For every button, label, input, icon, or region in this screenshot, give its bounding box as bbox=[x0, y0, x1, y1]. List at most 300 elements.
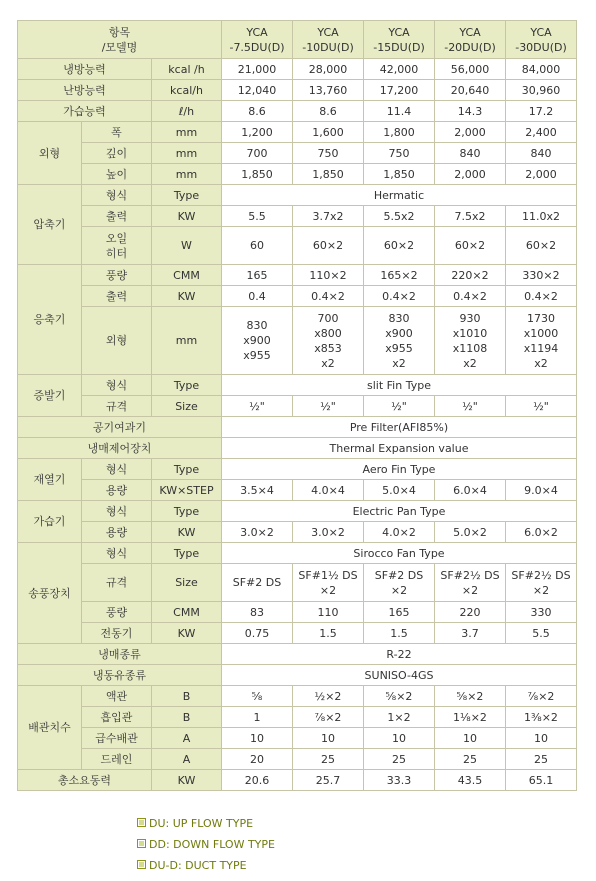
blower-motor-unit-text: KW bbox=[177, 626, 196, 640]
height-value bbox=[222, 164, 293, 185]
liquid-pipe-value bbox=[364, 686, 435, 707]
evaporator-spec-label bbox=[82, 396, 152, 417]
blower-type-unit-text: Type bbox=[173, 546, 200, 560]
water-supply-value-text: 10 bbox=[463, 731, 477, 745]
suction-pipe-value bbox=[364, 707, 435, 728]
condenser-exterior-value-text: x900 bbox=[385, 326, 413, 340]
air-filter-value-text: Pre Filter(AFI85%) bbox=[349, 420, 449, 434]
condenser-exterior-value-text: x955 bbox=[243, 349, 271, 362]
humidifier-type-value-text: Electric Pan Type bbox=[352, 504, 446, 518]
legend-item bbox=[137, 859, 247, 872]
condenser-exterior-value-text: 930 bbox=[459, 311, 481, 325]
cooling-capacity-value-text: 42,000 bbox=[379, 62, 419, 76]
condenser-airflow-value bbox=[364, 265, 435, 286]
condenser-exterior-value-text: x800 bbox=[314, 326, 342, 340]
liquid-pipe-unit bbox=[152, 686, 222, 707]
heating-capacity-value-text: 17,200 bbox=[379, 83, 419, 97]
blower-spec-value-text: SF#2 DS bbox=[374, 568, 424, 582]
blower-airflow-value bbox=[364, 602, 435, 623]
depth-value-text: 700 bbox=[246, 146, 268, 160]
compressor-output-value bbox=[222, 206, 293, 227]
drain-label bbox=[82, 749, 152, 770]
heating-capacity-value-text: 12,040 bbox=[237, 83, 277, 97]
total-power-unit bbox=[152, 770, 222, 791]
compressor-output-value-text: 3.7x2 bbox=[312, 209, 344, 223]
condenser-group bbox=[18, 265, 82, 375]
legend-text: DU-D: DUCT TYPE bbox=[149, 859, 247, 872]
evaporator-spec-value-text: ½" bbox=[462, 399, 478, 413]
condenser-exterior-value-text: 830 bbox=[246, 319, 268, 332]
reheater-capacity-value-text: 4.0×4 bbox=[311, 483, 345, 497]
header-model-text: -15DU(D) bbox=[373, 40, 425, 54]
evaporator-spec-unit-text: Size bbox=[175, 399, 198, 413]
condenser-airflow-value-text: 165×2 bbox=[380, 268, 418, 282]
evaporator-type-value-text: slit Fin Type bbox=[367, 378, 431, 392]
oil-heater-value bbox=[506, 227, 577, 265]
reheater-capacity-value bbox=[435, 480, 506, 501]
oil-heater-value bbox=[435, 227, 506, 265]
table-row bbox=[18, 417, 577, 438]
water-supply-unit-text: A bbox=[182, 731, 191, 745]
total-power-value-text: 65.1 bbox=[528, 773, 554, 787]
header-model-text: YCA bbox=[246, 25, 268, 39]
depth-value bbox=[222, 143, 293, 164]
air-filter-value bbox=[222, 417, 577, 438]
drain-value-text: 25 bbox=[321, 752, 335, 766]
drain-value bbox=[506, 749, 577, 770]
humidifying-capacity-value-text: 11.4 bbox=[386, 104, 412, 118]
blower-type-value bbox=[222, 543, 577, 564]
water-supply-value-text: 10 bbox=[534, 731, 548, 745]
drain-value-text: 25 bbox=[463, 752, 477, 766]
blower-motor-label bbox=[82, 623, 152, 644]
compressor-output-value bbox=[293, 206, 364, 227]
blower-motor-value bbox=[506, 623, 577, 644]
spec-table bbox=[17, 20, 577, 791]
humidifying-capacity-value bbox=[293, 101, 364, 122]
header-item-model-text: 항목 bbox=[108, 25, 131, 39]
width-unit-text: mm bbox=[175, 125, 198, 139]
liquid-pipe-value-text: ⅝ bbox=[251, 689, 263, 703]
depth-value bbox=[293, 143, 364, 164]
height-value bbox=[293, 164, 364, 185]
evaporator-spec-value bbox=[293, 396, 364, 417]
table-row bbox=[18, 665, 577, 686]
reheater-capacity-value-text: 3.5×4 bbox=[240, 483, 274, 497]
condenser-group-text: 응축기 bbox=[33, 313, 66, 326]
cooling-capacity-unit bbox=[152, 59, 222, 80]
drain-value-text: 25 bbox=[392, 752, 406, 766]
table-row bbox=[18, 286, 577, 307]
reheater-capacity-value bbox=[506, 480, 577, 501]
drain-value bbox=[293, 749, 364, 770]
condenser-exterior-value bbox=[222, 307, 293, 375]
blower-group bbox=[18, 543, 82, 644]
oil-heater-unit-text: W bbox=[181, 239, 192, 252]
compressor-output-value-text: 7.5x2 bbox=[454, 209, 486, 223]
liquid-pipe-unit-text: B bbox=[182, 689, 191, 703]
condenser-airflow-value bbox=[435, 265, 506, 286]
blower-spec-value-text: SF#1½ DS bbox=[298, 568, 358, 582]
cooling-capacity-label-text: 냉방능력 bbox=[63, 62, 106, 76]
compressor-output-label-text: 출력 bbox=[105, 209, 128, 223]
header-model-text: YCA bbox=[530, 25, 552, 39]
cooling-capacity-value-text: 21,000 bbox=[237, 62, 277, 76]
cooling-capacity-value-text: 28,000 bbox=[308, 62, 348, 76]
humidifying-capacity-value-text: 14.3 bbox=[457, 104, 483, 118]
total-power-value-text: 20.6 bbox=[244, 773, 270, 787]
humidifier-group-text: 가습기 bbox=[33, 515, 66, 528]
blower-airflow-value-text: 83 bbox=[250, 605, 264, 619]
depth-value-text: 750 bbox=[388, 146, 410, 160]
evaporator-spec-value bbox=[364, 396, 435, 417]
suction-pipe-value bbox=[222, 707, 293, 728]
cooling-capacity-unit-text: kcal /h bbox=[168, 62, 205, 76]
total-power-value-text: 25.7 bbox=[315, 773, 341, 787]
table-row bbox=[18, 143, 577, 164]
table-row bbox=[18, 59, 577, 80]
oil-heater-label-text: 히터 bbox=[105, 246, 128, 260]
condenser-airflow-value-text: 330×2 bbox=[522, 268, 560, 282]
humidifying-capacity-value-text: 8.6 bbox=[319, 104, 337, 118]
header-model-text: -7.5DU(D) bbox=[229, 40, 285, 54]
suction-pipe-unit bbox=[152, 707, 222, 728]
table-row bbox=[18, 101, 577, 122]
exterior-group bbox=[18, 122, 82, 185]
liquid-pipe-label bbox=[82, 686, 152, 707]
compressor-output-value-text: 5.5x2 bbox=[383, 209, 415, 223]
condenser-exterior-value-text: x2 bbox=[392, 356, 406, 370]
air-filter-label bbox=[18, 417, 222, 438]
evaporator-spec-value-text: ½" bbox=[391, 399, 407, 413]
table-row bbox=[18, 164, 577, 185]
drain-unit bbox=[152, 749, 222, 770]
humidifier-type-label-text: 형식 bbox=[105, 504, 128, 518]
evaporator-spec-value bbox=[435, 396, 506, 417]
heating-capacity-value bbox=[293, 80, 364, 101]
condenser-exterior-value-text: x2 bbox=[321, 356, 335, 370]
reheater-capacity-unit-text: KW×STEP bbox=[159, 483, 214, 497]
height-unit bbox=[152, 164, 222, 185]
depth-unit bbox=[152, 143, 222, 164]
reheater-capacity-unit bbox=[152, 480, 222, 501]
depth-value-text: 840 bbox=[530, 146, 552, 160]
blower-spec-value bbox=[364, 564, 435, 602]
blower-motor-value-text: 5.5 bbox=[532, 626, 550, 640]
heating-capacity-value bbox=[435, 80, 506, 101]
liquid-pipe-value bbox=[435, 686, 506, 707]
height-label bbox=[82, 164, 152, 185]
table-row bbox=[18, 770, 577, 791]
depth-value-text: 840 bbox=[459, 146, 481, 160]
evaporator-spec-value bbox=[222, 396, 293, 417]
blower-airflow-value bbox=[222, 602, 293, 623]
header-model-text: -20DU(D) bbox=[444, 40, 496, 54]
header-model bbox=[293, 21, 364, 59]
suction-pipe-label-text: 흡입관 bbox=[100, 710, 133, 724]
table-row bbox=[18, 396, 577, 417]
drain-unit-text: A bbox=[182, 752, 191, 766]
humidifier-capacity-value-text: 4.0×2 bbox=[382, 525, 416, 539]
suction-pipe-value bbox=[435, 707, 506, 728]
total-power-value bbox=[435, 770, 506, 791]
refrigerant-oil-value bbox=[222, 665, 577, 686]
reheater-capacity-value-text: 9.0×4 bbox=[524, 483, 558, 497]
width-value-text: 1,200 bbox=[241, 125, 273, 139]
evaporator-spec-value-text: ½" bbox=[533, 399, 549, 413]
humidifier-capacity-label bbox=[82, 522, 152, 543]
suction-pipe-unit-text: B bbox=[182, 710, 191, 724]
reheater-type-unit-text: Type bbox=[173, 462, 200, 476]
water-supply-label bbox=[82, 728, 152, 749]
liquid-pipe-value bbox=[222, 686, 293, 707]
humidifying-capacity-value-text: 17.2 bbox=[528, 104, 554, 118]
compressor-type-label bbox=[82, 185, 152, 206]
evaporator-spec-unit bbox=[152, 396, 222, 417]
blower-spec-unit-text: Size bbox=[175, 576, 198, 589]
drain-value bbox=[222, 749, 293, 770]
condenser-exterior-value-text: 700 bbox=[317, 311, 339, 325]
water-supply-value-text: 10 bbox=[321, 731, 335, 745]
table-row bbox=[18, 728, 577, 749]
width-value bbox=[293, 122, 364, 143]
blower-spec-value-text: ×2 bbox=[461, 583, 479, 597]
water-supply-value-text: 10 bbox=[250, 731, 264, 745]
humidifier-type-unit-text: Type bbox=[173, 504, 200, 518]
blower-spec-value-text: ×2 bbox=[390, 583, 408, 597]
width-value-text: 2,400 bbox=[525, 125, 557, 139]
humidifying-capacity-label-text: 가습능력 bbox=[63, 104, 106, 118]
cooling-capacity-value bbox=[222, 59, 293, 80]
condenser-airflow-value bbox=[506, 265, 577, 286]
evaporator-spec-value-text: ½" bbox=[320, 399, 336, 413]
blower-spec-unit bbox=[152, 564, 222, 602]
table-row bbox=[18, 206, 577, 227]
bullet-square-icon bbox=[137, 860, 146, 869]
compressor-output-value bbox=[506, 206, 577, 227]
humidifier-capacity-unit-text: KW bbox=[177, 525, 196, 539]
compressor-output-value-text: 11.0x2 bbox=[521, 209, 560, 223]
condenser-airflow-label-text: 풍량 bbox=[105, 268, 128, 282]
blower-motor-value bbox=[435, 623, 506, 644]
height-value-text: 1,850 bbox=[241, 167, 273, 181]
table-row bbox=[18, 686, 577, 707]
water-supply-value bbox=[222, 728, 293, 749]
table-row bbox=[18, 602, 577, 623]
humidifier-capacity-value-text: 3.0×2 bbox=[311, 525, 345, 539]
water-supply-label-text: 급수배관 bbox=[95, 731, 138, 745]
depth-value-text: 750 bbox=[317, 146, 339, 160]
condenser-output-value-text: 0.4×2 bbox=[524, 289, 558, 303]
condenser-exterior-value-text: x1194 bbox=[523, 341, 559, 355]
heating-capacity-unit-text: kcal/h bbox=[170, 83, 203, 97]
blower-motor-value bbox=[293, 623, 364, 644]
condenser-exterior-value bbox=[293, 307, 364, 375]
compressor-type-value-text: Hermatic bbox=[373, 188, 425, 202]
humidifying-capacity-value bbox=[364, 101, 435, 122]
compressor-output-value bbox=[435, 206, 506, 227]
condenser-airflow-unit-text: CMM bbox=[173, 268, 200, 282]
condenser-output-value bbox=[435, 286, 506, 307]
liquid-pipe-label-text: 액관 bbox=[105, 689, 128, 703]
blower-spec-value-text: ×2 bbox=[319, 583, 337, 597]
depth-label-text: 깊이 bbox=[105, 146, 128, 160]
suction-pipe-value-text: 1⅛×2 bbox=[453, 710, 487, 724]
condenser-output-label bbox=[82, 286, 152, 307]
header-model-text: YCA bbox=[388, 25, 410, 39]
evaporator-group bbox=[18, 375, 82, 417]
blower-motor-value bbox=[364, 623, 435, 644]
oil-heater-value-text: 60×2 bbox=[312, 239, 344, 252]
reheater-type-unit bbox=[152, 459, 222, 480]
suction-pipe-value-text: 1×2 bbox=[387, 710, 411, 724]
reheater-capacity-value bbox=[222, 480, 293, 501]
humidifier-capacity-unit bbox=[152, 522, 222, 543]
table-row bbox=[18, 185, 577, 206]
reheater-type-value bbox=[222, 459, 577, 480]
table-row bbox=[18, 522, 577, 543]
humidifying-capacity-value bbox=[506, 101, 577, 122]
heating-capacity-value-text: 30,960 bbox=[521, 83, 561, 97]
table-row bbox=[18, 307, 577, 375]
depth-value bbox=[506, 143, 577, 164]
blower-spec-value bbox=[293, 564, 364, 602]
refrigerant-oil-value-text: SUNISO-4GS bbox=[364, 668, 434, 682]
height-label-text: 높이 bbox=[105, 167, 128, 181]
reheater-group-text: 재열기 bbox=[33, 473, 66, 486]
blower-motor-value bbox=[222, 623, 293, 644]
cooling-capacity-value bbox=[506, 59, 577, 80]
humidifier-type-label bbox=[82, 501, 152, 522]
width-label-text: 폭 bbox=[111, 125, 122, 139]
oil-heater-value bbox=[293, 227, 364, 265]
height-value bbox=[506, 164, 577, 185]
blower-spec-value bbox=[435, 564, 506, 602]
condenser-exterior-value-text: x1108 bbox=[452, 341, 488, 355]
blower-spec-value bbox=[222, 564, 293, 602]
heating-capacity-value bbox=[222, 80, 293, 101]
width-value-text: 1,800 bbox=[383, 125, 415, 139]
condenser-exterior-value-text: 830 bbox=[388, 311, 410, 325]
refrigerant-control-value bbox=[222, 438, 577, 459]
humidifier-capacity-value bbox=[222, 522, 293, 543]
humidifier-capacity-value bbox=[435, 522, 506, 543]
condenser-output-value-text: 0.4×2 bbox=[382, 289, 416, 303]
suction-pipe-label bbox=[82, 707, 152, 728]
humidifier-capacity-value bbox=[364, 522, 435, 543]
height-value-text: 1,850 bbox=[312, 167, 344, 181]
table-row bbox=[18, 459, 577, 480]
header-model-text: -30DU(D) bbox=[515, 40, 567, 54]
reheater-capacity-value-text: 6.0×4 bbox=[453, 483, 487, 497]
table-row bbox=[18, 749, 577, 770]
table-row bbox=[18, 438, 577, 459]
suction-pipe-value-text: 1 bbox=[253, 710, 261, 724]
legend-text: DD: DOWN FLOW TYPE bbox=[149, 838, 275, 851]
width-value bbox=[506, 122, 577, 143]
humidifier-type-unit bbox=[152, 501, 222, 522]
oil-heater-value bbox=[222, 227, 293, 265]
blower-airflow-label-text: 풍량 bbox=[105, 605, 128, 619]
condenser-output-value-text: 0.4 bbox=[248, 289, 266, 303]
height-value bbox=[364, 164, 435, 185]
exterior-group-text: 외형 bbox=[38, 146, 61, 160]
condenser-exterior-value-text: x853 bbox=[314, 341, 342, 355]
table-row bbox=[18, 623, 577, 644]
condenser-airflow-unit bbox=[152, 265, 222, 286]
evaporator-type-unit-text: Type bbox=[173, 378, 200, 392]
bullet-square-icon bbox=[137, 839, 146, 848]
header-item-model bbox=[18, 21, 222, 59]
header-model-text: YCA bbox=[317, 25, 339, 39]
compressor-group bbox=[18, 185, 82, 265]
height-value-text: 2,000 bbox=[454, 167, 486, 181]
blower-type-label bbox=[82, 543, 152, 564]
total-power-unit-text: KW bbox=[177, 773, 196, 787]
width-value bbox=[435, 122, 506, 143]
header-model-text: YCA bbox=[459, 25, 481, 39]
compressor-type-unit bbox=[152, 185, 222, 206]
compressor-output-value-text: 5.5 bbox=[248, 209, 266, 223]
refrigerant-oil-label-text: 냉동유종류 bbox=[92, 668, 147, 682]
blower-spec-label-text: 규격 bbox=[105, 576, 128, 589]
reheater-type-label bbox=[82, 459, 152, 480]
humidifying-capacity-label bbox=[18, 101, 152, 122]
blower-motor-unit bbox=[152, 623, 222, 644]
blower-type-value-text: Sirocco Fan Type bbox=[353, 546, 445, 560]
water-supply-value bbox=[506, 728, 577, 749]
condenser-output-unit-text: KW bbox=[177, 289, 196, 303]
cooling-capacity-value bbox=[293, 59, 364, 80]
header-model bbox=[435, 21, 506, 59]
table-row bbox=[18, 707, 577, 728]
reheater-type-value-text: Aero Fin Type bbox=[362, 462, 436, 476]
width-value bbox=[364, 122, 435, 143]
liquid-pipe-value-text: ⅝×2 bbox=[456, 689, 484, 703]
total-power-value bbox=[506, 770, 577, 791]
blower-airflow-value-text: 165 bbox=[388, 605, 410, 619]
blower-motor-value-text: 1.5 bbox=[390, 626, 408, 640]
blower-airflow-value bbox=[435, 602, 506, 623]
refrigerant-control-label-text: 냉매제어장치 bbox=[87, 441, 152, 455]
total-power-label bbox=[18, 770, 152, 791]
width-label bbox=[82, 122, 152, 143]
height-unit-text: mm bbox=[175, 167, 198, 181]
condenser-exterior-value-text: x1000 bbox=[523, 326, 559, 340]
condenser-output-value bbox=[506, 286, 577, 307]
refrigerant-type-value bbox=[222, 644, 577, 665]
condenser-airflow-value-text: 165 bbox=[246, 268, 268, 282]
condenser-exterior-unit bbox=[152, 307, 222, 375]
total-power-value bbox=[293, 770, 364, 791]
blower-airflow-value bbox=[506, 602, 577, 623]
total-power-value bbox=[364, 770, 435, 791]
condenser-exterior-label bbox=[82, 307, 152, 375]
total-power-value bbox=[222, 770, 293, 791]
width-value-text: 1,600 bbox=[312, 125, 344, 139]
condenser-output-value bbox=[364, 286, 435, 307]
table-row bbox=[18, 122, 577, 143]
humidifier-capacity-value bbox=[293, 522, 364, 543]
cooling-capacity-label bbox=[18, 59, 152, 80]
evaporator-spec-value-text: ½" bbox=[249, 399, 265, 413]
compressor-type-value bbox=[222, 185, 577, 206]
reheater-capacity-value bbox=[364, 480, 435, 501]
condenser-output-value-text: 0.4×2 bbox=[311, 289, 345, 303]
depth-value bbox=[364, 143, 435, 164]
water-supply-value bbox=[293, 728, 364, 749]
reheater-capacity-value bbox=[293, 480, 364, 501]
